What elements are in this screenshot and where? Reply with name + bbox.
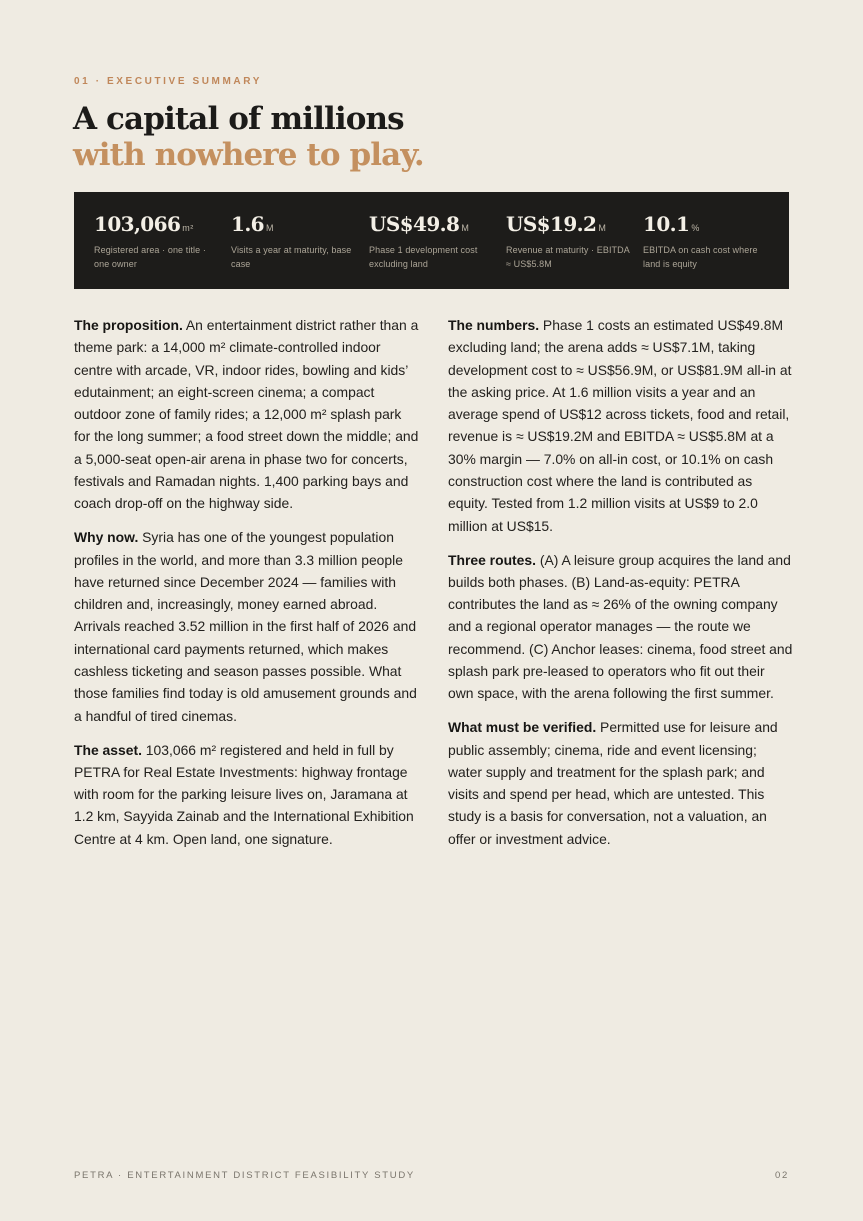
stat-visits	[231, 211, 359, 271]
paragraph-verification	[448, 716, 793, 850]
stat-number: US$49.8	[369, 212, 460, 236]
page-title	[73, 101, 424, 173]
paragraph-lead: The proposition.	[74, 317, 183, 333]
paragraph-lead: Three routes.	[448, 551, 536, 568]
stat-revenue	[506, 211, 634, 271]
title-line-2: with nowhere to play.	[73, 137, 424, 173]
footer-title: PETRA · ENTERTAINMENT DISTRICT FEASIBILITY STUDY	[74, 1170, 415, 1181]
stat-description: EBITDA on cash cost where land is equity	[643, 245, 758, 269]
stat-unit: M	[266, 223, 274, 233]
stat-unit: m²	[182, 223, 194, 233]
stat-number: US$19.2	[506, 212, 597, 236]
page-number: 02	[775, 1170, 789, 1181]
paragraph-lead: What must be verified.	[448, 719, 597, 736]
page-footer	[74, 1170, 789, 1181]
stat-description: Visits a year at maturity, base case	[231, 245, 352, 269]
title-line-1: A capital of millions	[73, 101, 404, 137]
stat-description: Registered area · one title · one owner	[94, 245, 206, 269]
stat-description: Phase 1 development cost excluding land	[369, 245, 478, 269]
paragraph-why-now	[74, 526, 419, 727]
stat-number: 10.1	[643, 212, 690, 236]
stat-value	[506, 211, 634, 241]
paragraph-text: An entertainment district rather than a theme park: a 14,000 m² climate-controlled indoor centre with arcade, VR, indoor rides, bowling and kids’ edutainment; an eight-screen cinema; a compact outdoor zone of family rides; a 12,000 m² splash park for the long summer; a food street down the middle; and a 5,000-seat open-air arena in phase two for concerts, festivals and Ramadan nights. 1,400 parking bays and coach drop-off on the highway side.	[74, 317, 419, 512]
paragraph-text: 103,066 m² registered and held in full by PETRA for Real Estate Investments: highway frontage with room for the parking leisure lives on, Jaramana at 1.2 km, Sayyida Zainab and the International Exhibition Centre at 4 km. Open land, one signature.	[74, 741, 414, 847]
stat-registered-area	[94, 211, 222, 271]
stat-development-cost	[369, 211, 497, 271]
stat-unit: M	[461, 223, 470, 233]
stat-unit: M	[598, 223, 607, 233]
paragraph-proposition	[74, 314, 419, 515]
stat-value	[231, 211, 359, 241]
paragraph-numbers	[448, 314, 793, 537]
left-column	[74, 314, 419, 862]
stat-value	[369, 211, 497, 241]
paragraph-text: Phase 1 costs an estimated US$49.8M excluding land; the arena adds ≈ US$7.1M, taking development cost to ≈ US$56.9M, or US$81.9M all-in at the asking price. At 1.6 million visits a year and an average spend of US$12 across tickets, food and retail, revenue is ≈ US$19.2M and EBITDA ≈ US$5.8M at a 30% margin — 7.0% on all-in cost, or 10.1% on cash construction cost where the land is contributed as equity. Tested from 1.2 million visits at US$9 to 2.0 million at US$15.	[448, 317, 792, 534]
stat-number: 1.6	[231, 212, 264, 236]
paragraph-lead: Why now.	[74, 529, 139, 546]
stat-number: 103,066	[94, 212, 181, 236]
section-eyebrow: 01 · EXECUTIVE SUMMARY	[74, 76, 262, 87]
stat-unit: %	[691, 223, 700, 233]
stat-value	[94, 211, 222, 241]
paragraph-text: (A) A leisure group acquires the land and builds both phases. (B) Land-as-equity: PETRA contributes the land as ≈ 26% of the owning company and a regional operator manages — the route we recommend. (C) Anchor leases: cinema, food street and splash park pre-leased to operators who fit out their own space, with the arena following the first summer.	[448, 551, 793, 702]
right-column	[448, 314, 793, 862]
paragraph-text: Syria has one of the youngest population profiles in the world, and more than 3.3 million people have returned since December 2024 — families with children and, increasingly, money earned abroad. Arrivals reached 3.52 million in the first half of 2026 and international card payments returned, which makes cashless ticketing and season passes possible. What those families find today is old amusement grounds and a handful of tired cinemas.	[74, 529, 417, 724]
stat-description: Revenue at maturity · EBITDA ≈ US$5.8M	[506, 245, 630, 269]
stat-ebitda-yield	[643, 211, 771, 271]
paragraph-lead: The numbers.	[448, 317, 540, 333]
key-stats-band	[74, 192, 789, 289]
paragraph-asset	[74, 739, 419, 850]
paragraph-routes	[448, 549, 793, 705]
paragraph-text: Permitted use for leisure and public assembly; cinema, ride and event licensing; water supply and treatment for the splash park; and visits and spend per head, which are untested. This study is a basis for conversation, not a valuation, an offer or investment advice.	[448, 719, 778, 847]
paragraph-lead: The asset.	[74, 741, 142, 758]
stat-value	[643, 211, 771, 241]
